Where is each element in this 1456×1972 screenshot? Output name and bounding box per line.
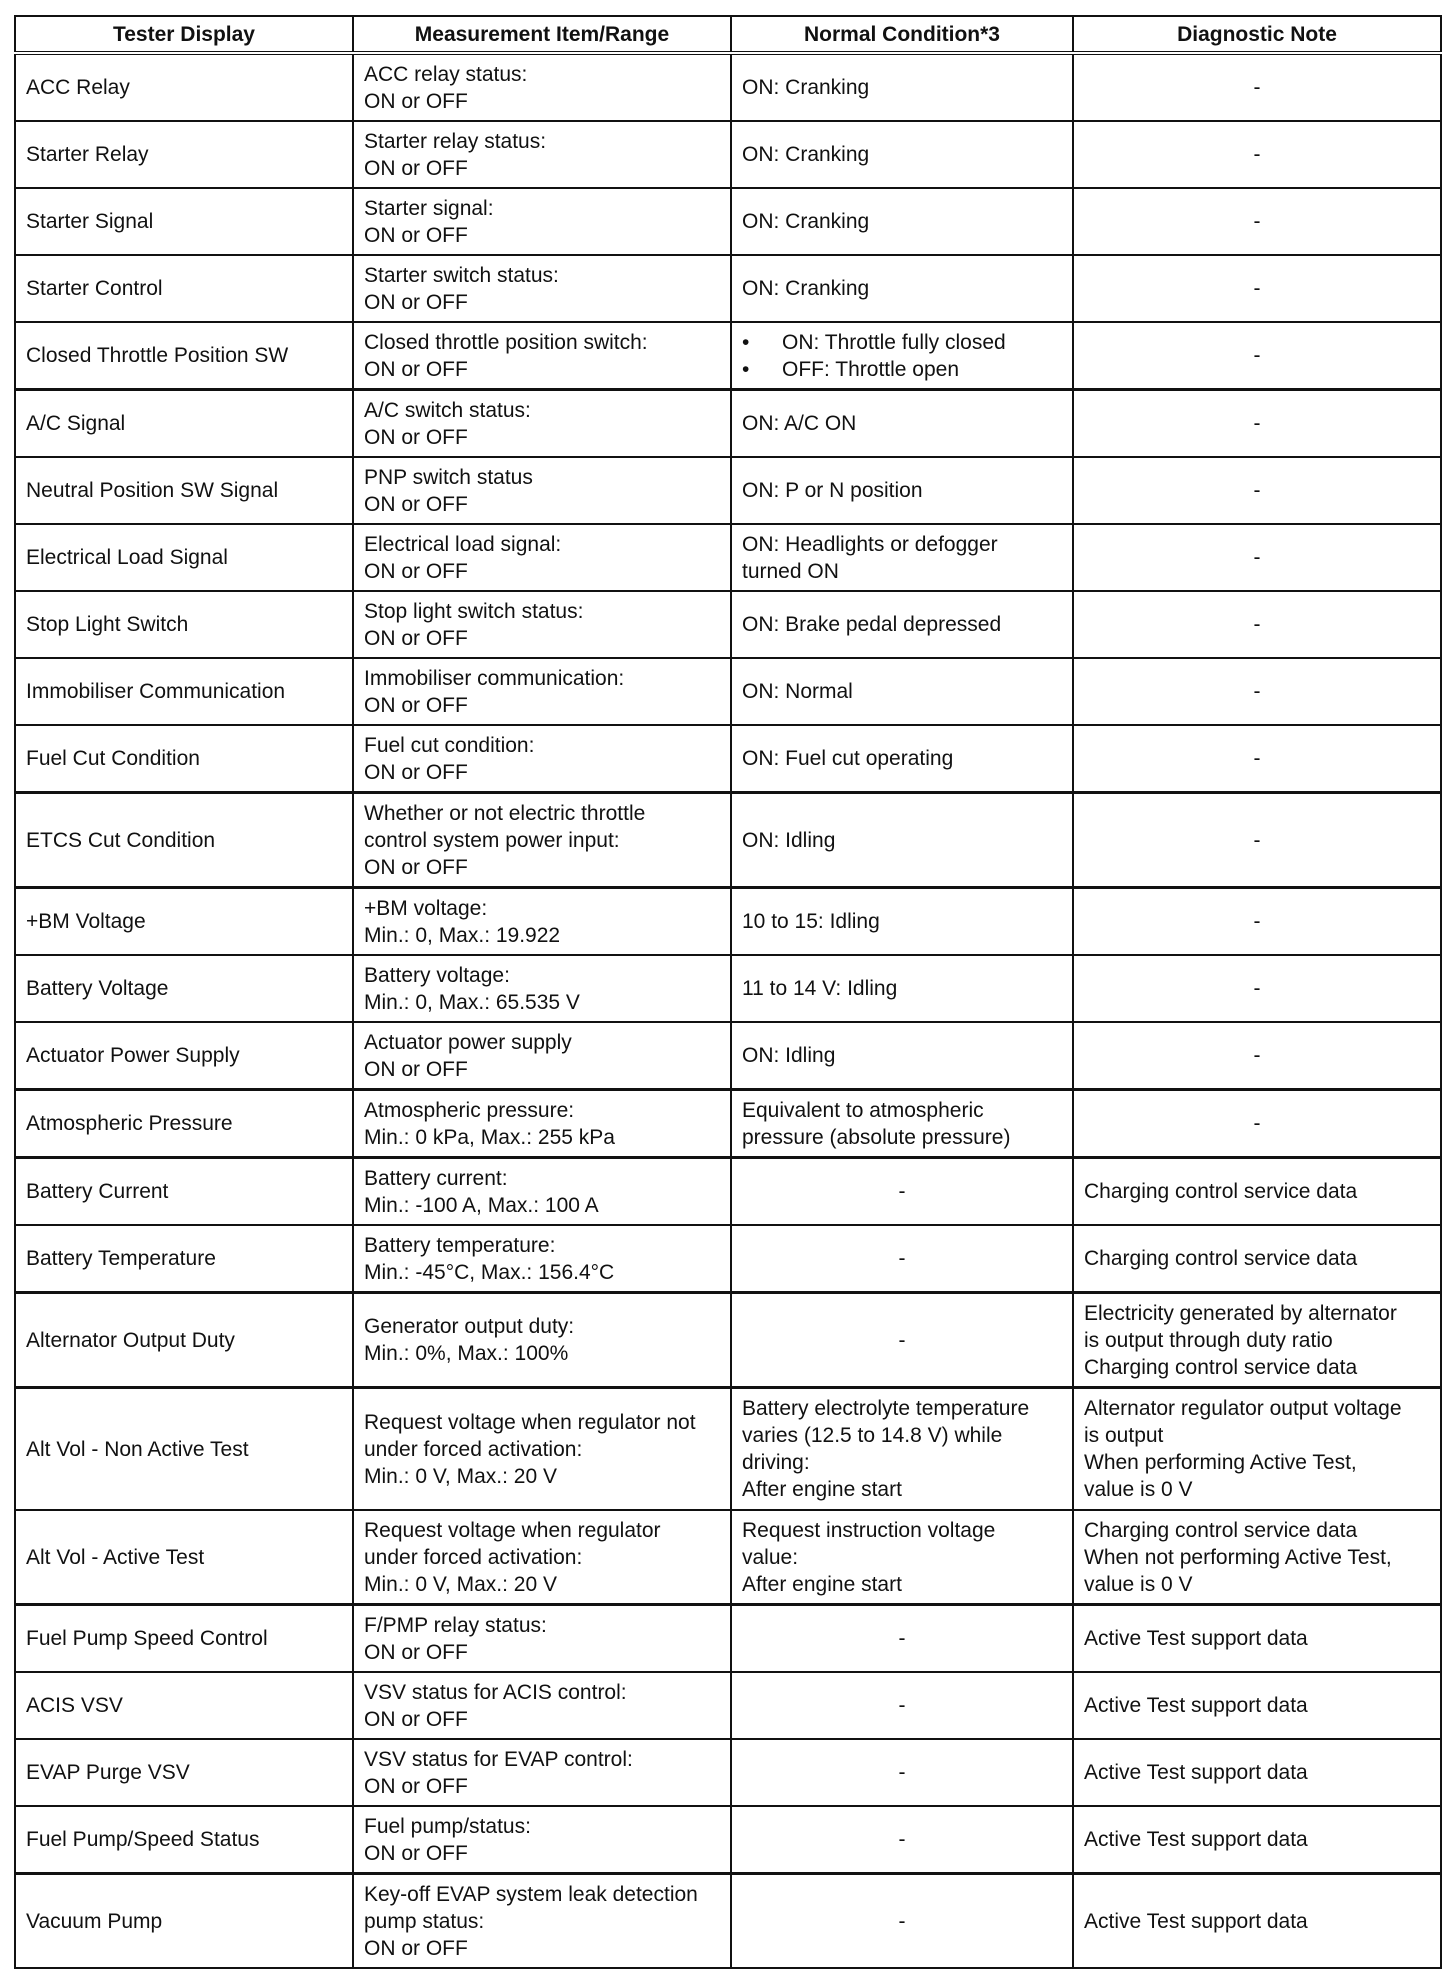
cell-text-line: - (1253, 546, 1261, 569)
data-list-sheet (14, 15, 1440, 1969)
table-row (15, 1510, 1441, 1605)
cell-measurement-range (353, 255, 731, 322)
cell-text-line: Min.: 0 V, Max.: 20 V (364, 1572, 557, 1596)
cell-normal-condition (731, 255, 1073, 322)
header-normal-condition: Normal Condition*3 (731, 16, 1073, 53)
cell-tester-display: Neutral Position SW Signal (15, 457, 353, 524)
cell-text-line: ON: Headlights or defogger (742, 532, 998, 556)
cell-tester-display: Actuator Power Supply (15, 1022, 353, 1090)
header-row (15, 16, 1441, 53)
cell-text-line: Min.: -45°C, Max.: 156.4°C (364, 1260, 615, 1284)
cell-text-line: Min.: 0, Max.: 19.922 (364, 923, 561, 947)
condition-bullet-item: • ON: Throttle fully closed (742, 329, 1062, 356)
cell-text-line: - (1253, 828, 1261, 852)
cell-text-line: When performing Active Test, (1084, 1451, 1357, 1474)
cell-text-line: Whether or not electric throttle (364, 801, 646, 825)
cell-text-line: VSV status for EVAP control: (364, 1747, 633, 1771)
cell-text-line: value is 0 V (1084, 1572, 1193, 1596)
cell-text-line: Generator output duty: (364, 1315, 575, 1338)
tester-data-table (14, 15, 1442, 1969)
header-measurement-item: Measurement Item/Range (353, 16, 731, 53)
cell-diagnostic-note (1073, 53, 1441, 121)
cell-diagnostic-note (1073, 1806, 1441, 1874)
cell-text-line: ON: Cranking (742, 143, 870, 166)
table-row (15, 322, 1441, 390)
cell-diagnostic-note (1073, 1090, 1441, 1158)
cell-text-line: value is 0 V (1084, 1478, 1193, 1501)
cell-text-line: ON or OFF (364, 1841, 468, 1865)
cell-tester-display: Starter Control (15, 255, 353, 322)
cell-diagnostic-note (1073, 1022, 1441, 1090)
cell-diagnostic-note (1073, 524, 1441, 591)
cell-text-line: Battery current: (364, 1166, 508, 1190)
cell-text-line: - (1253, 412, 1261, 435)
table-row (15, 725, 1441, 793)
header-tester-display: Tester Display (15, 16, 353, 53)
cell-text-line: - (898, 1328, 906, 1352)
condition-bullet-item: • OFF: Throttle open (742, 356, 1062, 383)
cell-text-line: - (1253, 747, 1261, 770)
cell-text-line: Charging control service data (1084, 1180, 1358, 1203)
cell-measurement-range (353, 457, 731, 524)
cell-normal-condition (731, 322, 1073, 390)
cell-text-line: Actuator power supply (364, 1030, 572, 1054)
cell-tester-display: +BM Voltage (15, 888, 353, 956)
cell-tester-display: Closed Throttle Position SW (15, 322, 353, 390)
cell-text-line: Active Test support data (1084, 1627, 1308, 1650)
table-row (15, 524, 1441, 591)
cell-normal-condition (731, 1158, 1073, 1226)
cell-tester-display: Battery Voltage (15, 955, 353, 1022)
cell-text-line: is output (1084, 1424, 1164, 1447)
table-row (15, 1225, 1441, 1293)
cell-normal-condition (731, 1022, 1073, 1090)
cell-text-line: Key-off EVAP system leak detection (364, 1882, 698, 1906)
cell-measurement-range (353, 658, 731, 725)
cell-text-line: Charging control service data (1084, 1247, 1358, 1270)
cell-measurement-range (353, 1158, 731, 1226)
cell-diagnostic-note (1073, 658, 1441, 725)
cell-text-line: ON or OFF (364, 357, 468, 381)
cell-measurement-range (353, 1739, 731, 1806)
cell-tester-display: Stop Light Switch (15, 591, 353, 658)
cell-text-line: ON or OFF (364, 492, 468, 516)
cell-text-line: Fuel pump/status: (364, 1814, 531, 1838)
cell-diagnostic-note (1073, 1510, 1441, 1605)
cell-text-line: Active Test support data (1084, 1828, 1308, 1851)
cell-text-line: ON: A/C ON (742, 412, 857, 435)
cell-normal-condition (731, 658, 1073, 725)
cell-text-line: turned ON (742, 559, 839, 583)
table-row (15, 955, 1441, 1022)
cell-text-line: ON or OFF (364, 1057, 468, 1081)
cell-text-line: - (1253, 479, 1261, 502)
cell-text-line: - (898, 1247, 906, 1270)
cell-text-line: ON: P or N position (742, 479, 923, 502)
cell-measurement-range (353, 1672, 731, 1739)
table-row (15, 1874, 1441, 1969)
table-row (15, 1672, 1441, 1739)
cell-text-line: - (1253, 1044, 1261, 1067)
cell-normal-condition (731, 1388, 1073, 1511)
cell-text-line: After engine start (742, 1478, 902, 1501)
cell-text-line: ON or OFF (364, 626, 468, 650)
cell-normal-condition (731, 53, 1073, 121)
cell-tester-display: Battery Current (15, 1158, 353, 1226)
cell-normal-condition (731, 1090, 1073, 1158)
cell-text-line: - (898, 1694, 906, 1717)
table-row (15, 658, 1441, 725)
cell-text-line: 11 to 14 V: Idling (742, 977, 898, 1000)
cell-text-line: Alternator regulator output voltage (1084, 1397, 1402, 1420)
cell-text-line: ON or OFF (364, 425, 468, 449)
cell-measurement-range (353, 322, 731, 390)
cell-text-line: VSV status for ACIS control: (364, 1680, 627, 1704)
cell-text-line: Min.: -100 A, Max.: 100 A (364, 1193, 599, 1217)
cell-text-line: - (1253, 977, 1261, 1000)
table-row (15, 121, 1441, 188)
cell-text-line: Request voltage when regulator (364, 1518, 661, 1542)
cell-text-line: ON: Fuel cut operating (742, 747, 954, 770)
cell-normal-condition (731, 888, 1073, 956)
table-row (15, 1806, 1441, 1874)
cell-text-line: ON or OFF (364, 1640, 468, 1664)
table-row (15, 793, 1441, 888)
cell-diagnostic-note (1073, 1874, 1441, 1969)
cell-normal-condition (731, 457, 1073, 524)
cell-text-line: - (1253, 680, 1261, 703)
cell-tester-display: Atmospheric Pressure (15, 1090, 353, 1158)
cell-measurement-range (353, 1806, 731, 1874)
cell-normal-condition (731, 793, 1073, 888)
cell-text-line: Active Test support data (1084, 1909, 1308, 1933)
cell-text-line: +BM voltage: (364, 896, 488, 920)
cell-measurement-range (353, 955, 731, 1022)
cell-diagnostic-note (1073, 888, 1441, 956)
cell-text-line: control system power input: (364, 828, 620, 852)
cell-text-line: - (1253, 76, 1261, 99)
cell-normal-condition (731, 1874, 1073, 1969)
cell-text-line: Starter relay status: (364, 129, 547, 153)
cell-text-line: Battery electrolyte temperature (742, 1397, 1030, 1420)
cell-measurement-range (353, 1022, 731, 1090)
cell-text-line: - (898, 1627, 906, 1650)
cell-measurement-range (353, 888, 731, 956)
cell-text-line: Battery temperature: (364, 1233, 556, 1257)
cell-diagnostic-note (1073, 1739, 1441, 1806)
cell-tester-display: Alternator Output Duty (15, 1293, 353, 1388)
cell-text-line: - (898, 1828, 906, 1851)
cell-diagnostic-note (1073, 1672, 1441, 1739)
cell-diagnostic-note (1073, 955, 1441, 1022)
cell-measurement-range (353, 53, 731, 121)
cell-text-line: - (1253, 210, 1261, 233)
cell-text-line: ON: Cranking (742, 210, 870, 233)
cell-text-line: Min.: 0, Max.: 65.535 V (364, 990, 580, 1014)
cell-text-line: Electricity generated by alternator (1084, 1301, 1397, 1325)
cell-text-line: Request voltage when regulator not (364, 1410, 696, 1434)
cell-measurement-range (353, 1510, 731, 1605)
cell-text-line: is output through duty ratio (1084, 1328, 1333, 1352)
cell-text-line: Equivalent to atmospheric (742, 1098, 984, 1122)
cell-text-line: - (1253, 1112, 1261, 1135)
cell-diagnostic-note (1073, 188, 1441, 255)
table-row (15, 1605, 1441, 1673)
cell-text-line: ON or OFF (364, 1707, 468, 1731)
cell-text-line: Electrical load signal: (364, 532, 562, 556)
cell-text-line: pressure (absolute pressure) (742, 1125, 1011, 1149)
cell-normal-condition (731, 390, 1073, 458)
cell-text-line: ON or OFF (364, 89, 468, 113)
cell-text-line: - (1253, 910, 1261, 933)
cell-tester-display: Electrical Load Signal (15, 524, 353, 591)
table-row (15, 1388, 1441, 1511)
condition-bullet-list (742, 329, 1062, 383)
cell-text-line: ON or OFF (364, 760, 468, 784)
cell-text-line: under forced activation: (364, 1545, 583, 1569)
cell-normal-condition (731, 121, 1073, 188)
cell-text-line: Starter signal: (364, 196, 494, 220)
cell-normal-condition (731, 524, 1073, 591)
table-row (15, 457, 1441, 524)
cell-text-line: Fuel cut condition: (364, 733, 535, 757)
cell-text-line: Charging control service data (1084, 1355, 1358, 1379)
cell-diagnostic-note (1073, 1388, 1441, 1511)
cell-text-line: - (898, 1180, 906, 1203)
cell-text-line: 10 to 15: Idling (742, 910, 880, 933)
cell-text-line: Immobiliser communication: (364, 666, 625, 690)
cell-tester-display: ACIS VSV (15, 1672, 353, 1739)
cell-diagnostic-note (1073, 255, 1441, 322)
cell-text-line: - (898, 1909, 906, 1933)
table-row (15, 1293, 1441, 1388)
cell-text-line: Stop light switch status: (364, 599, 584, 623)
cell-text-line: Request instruction voltage (742, 1518, 996, 1542)
cell-text-line: ON: Brake pedal depressed (742, 613, 1002, 636)
cell-text-line: under forced activation: (364, 1437, 583, 1461)
cell-text-line: - (1253, 344, 1261, 367)
cell-diagnostic-note (1073, 322, 1441, 390)
cell-text-line: ON or OFF (364, 290, 468, 314)
cell-measurement-range (353, 524, 731, 591)
cell-normal-condition (731, 955, 1073, 1022)
cell-text-line: Min.: 0%, Max.: 100% (364, 1342, 569, 1365)
cell-text-line: ON or OFF (364, 693, 468, 717)
cell-tester-display: Starter Relay (15, 121, 353, 188)
cell-tester-display: Fuel Pump/Speed Status (15, 1806, 353, 1874)
cell-diagnostic-note (1073, 725, 1441, 793)
cell-text-line: pump status: (364, 1909, 485, 1933)
cell-tester-display: Alt Vol - Non Active Test (15, 1388, 353, 1511)
cell-text-line: Active Test support data (1084, 1694, 1308, 1717)
cell-tester-display: EVAP Purge VSV (15, 1739, 353, 1806)
cell-text-line: ON or OFF (364, 223, 468, 247)
cell-text-line: Battery voltage: (364, 963, 510, 987)
cell-text-line: value: (742, 1545, 799, 1569)
table-row (15, 188, 1441, 255)
cell-normal-condition (731, 1225, 1073, 1293)
cell-text-line: Closed throttle position switch: (364, 330, 648, 354)
cell-text-line: A/C switch status: (364, 398, 531, 422)
cell-tester-display: Fuel Pump Speed Control (15, 1605, 353, 1673)
table-header (15, 16, 1441, 53)
table-row (15, 888, 1441, 956)
cell-measurement-range (353, 188, 731, 255)
cell-text-line: F/PMP relay status: (364, 1613, 547, 1637)
cell-normal-condition (731, 188, 1073, 255)
cell-text-line: - (898, 1761, 906, 1784)
cell-measurement-range (353, 1225, 731, 1293)
cell-text-line: ON: Idling (742, 828, 836, 852)
cell-diagnostic-note (1073, 1225, 1441, 1293)
cell-diagnostic-note (1073, 591, 1441, 658)
cell-normal-condition (731, 1293, 1073, 1388)
cell-text-line: ON: Cranking (742, 277, 870, 300)
cell-measurement-range (353, 793, 731, 888)
cell-measurement-range (353, 1388, 731, 1511)
table-row (15, 390, 1441, 458)
cell-measurement-range (353, 591, 731, 658)
table-row (15, 1739, 1441, 1806)
cell-tester-display: Vacuum Pump (15, 1874, 353, 1969)
table-row (15, 1158, 1441, 1226)
table-body (15, 53, 1441, 1968)
cell-diagnostic-note (1073, 793, 1441, 888)
cell-text-line: ACC relay status: (364, 62, 528, 86)
cell-text-line: ON or OFF (364, 1774, 468, 1798)
cell-normal-condition (731, 1605, 1073, 1673)
cell-normal-condition (731, 725, 1073, 793)
cell-normal-condition (731, 1672, 1073, 1739)
cell-tester-display: Starter Signal (15, 188, 353, 255)
table-row (15, 255, 1441, 322)
cell-text-line: ON or OFF (364, 855, 468, 879)
cell-tester-display: Immobiliser Communication (15, 658, 353, 725)
cell-measurement-range (353, 390, 731, 458)
cell-text-line: ON: Cranking (742, 76, 870, 99)
cell-text-line: Min.: 0 kPa, Max.: 255 kPa (364, 1125, 615, 1149)
cell-measurement-range (353, 1874, 731, 1969)
cell-text-line: Active Test support data (1084, 1761, 1308, 1784)
cell-tester-display: Battery Temperature (15, 1225, 353, 1293)
cell-diagnostic-note (1073, 121, 1441, 188)
cell-diagnostic-note (1073, 1158, 1441, 1226)
cell-text-line: Starter switch status: (364, 263, 559, 287)
cell-normal-condition (731, 1739, 1073, 1806)
cell-text-line: PNP switch status (364, 465, 533, 489)
cell-measurement-range (353, 725, 731, 793)
cell-normal-condition (731, 1510, 1073, 1605)
header-diagnostic-note: Diagnostic Note (1073, 16, 1441, 53)
cell-text-line: - (1253, 277, 1261, 300)
cell-measurement-range (353, 1090, 731, 1158)
cell-text-line: When not performing Active Test, (1084, 1545, 1392, 1569)
cell-measurement-range (353, 1293, 731, 1388)
cell-text-line: ON: Idling (742, 1044, 836, 1067)
cell-normal-condition (731, 1806, 1073, 1874)
table-row (15, 591, 1441, 658)
cell-text-line: varies (12.5 to 14.8 V) while (742, 1424, 1003, 1447)
cell-measurement-range (353, 1605, 731, 1673)
cell-text-line: After engine start (742, 1572, 902, 1596)
cell-tester-display: Alt Vol - Active Test (15, 1510, 353, 1605)
cell-diagnostic-note (1073, 1605, 1441, 1673)
cell-text-line: - (1253, 143, 1261, 166)
cell-diagnostic-note (1073, 457, 1441, 524)
cell-normal-condition (731, 591, 1073, 658)
table-row (15, 1090, 1441, 1158)
cell-text-line: ON or OFF (364, 156, 468, 180)
table-row (15, 53, 1441, 121)
cell-text-line: ON or OFF (364, 1936, 468, 1960)
cell-text-line: driving: (742, 1451, 810, 1474)
cell-text-line: ON or OFF (364, 559, 468, 583)
cell-tester-display: A/C Signal (15, 390, 353, 458)
cell-text-line: Atmospheric pressure: (364, 1098, 575, 1122)
table-row (15, 1022, 1441, 1090)
cell-text-line: ON: Normal (742, 680, 853, 703)
cell-text-line: Charging control service data (1084, 1518, 1358, 1542)
cell-tester-display: ETCS Cut Condition (15, 793, 353, 888)
cell-tester-display: ACC Relay (15, 53, 353, 121)
cell-diagnostic-note (1073, 1293, 1441, 1388)
cell-text-line: Min.: 0 V, Max.: 20 V (364, 1464, 557, 1488)
cell-tester-display: Fuel Cut Condition (15, 725, 353, 793)
cell-diagnostic-note (1073, 390, 1441, 458)
cell-measurement-range (353, 121, 731, 188)
cell-text-line: - (1253, 613, 1261, 636)
